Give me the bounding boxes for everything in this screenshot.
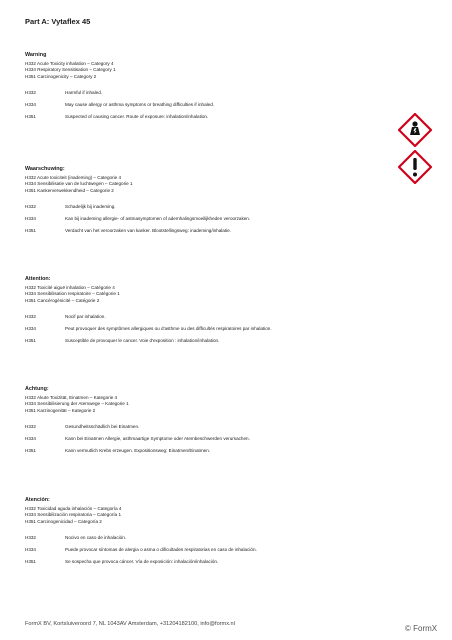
hazard-text: Verdacht van het veroorzaken van kanker. Blootstellingsweg: inademing/inhalatie.	[65, 228, 231, 234]
hazard-statement	[25, 448, 385, 453]
hazard-code: H332	[25, 535, 36, 541]
section-heading: Atención:	[25, 497, 50, 503]
hazard-statement	[25, 114, 385, 119]
health-hazard-icon	[398, 113, 432, 147]
section-en	[25, 52, 385, 126]
hazard-statement	[25, 535, 385, 540]
classification-line: H351 Karzinogenität – Kategorie 2	[25, 407, 96, 413]
classification-line: H334 Sensibilisation respiratoire – Catégorie 1	[25, 291, 120, 297]
hazard-statement	[25, 216, 385, 221]
classification-line: H334 Respiratory Sensitisation – Category 1	[25, 67, 116, 73]
classification-line: H332 Acute toxiciteit (inademing) – Categorie 4	[25, 175, 122, 180]
section-heading: Warning	[25, 52, 47, 58]
classification-line: H334 Sensibilisatie van de luchtwegen – Categorie 1	[25, 181, 133, 187]
hazard-text: Harmful if inhaled.	[65, 90, 103, 96]
hazard-code: H332	[25, 424, 36, 430]
hazard-text: Kan bij inademing allergie- of astmasymptomen of ademhalingsmoeilijkheden veroorzaken.	[65, 216, 251, 222]
hazard-statement	[25, 228, 385, 233]
hazard-code: H351	[25, 228, 36, 234]
hazard-statement	[25, 102, 385, 107]
classification-line: H332 Acute Toxicity inhalation – Category 4	[25, 61, 114, 66]
hazard-statement	[25, 204, 385, 209]
classification-line: H332 Toxicité aiguë inhalation – Catégorie 4	[25, 285, 115, 290]
classification-line: H334 Sensibilisierung der Atemwege – Kategorie 1	[25, 401, 129, 407]
classification-line: H351 Kankerverwekkendheid – Categorie 2	[25, 187, 114, 193]
classification-line: H351 Carcinogenicidad – Categoría 2	[25, 518, 102, 524]
hazard-code: H334	[25, 102, 36, 108]
section-heading: Waarschuwing:	[25, 166, 65, 172]
hazard-code: H351	[25, 448, 36, 454]
hazard-code: H351	[25, 559, 36, 565]
exclamation-mark-icon	[398, 150, 432, 184]
classification-line: H332 Akute Toxizität, Einatmen – Kategorie 4	[25, 395, 118, 400]
hazard-code: H334	[25, 436, 36, 442]
hazard-code: H334	[25, 547, 36, 553]
hazard-statement	[25, 326, 385, 331]
hazard-text: May cause allergy or asthma symptoms or breathing difficulties if inhaled.	[65, 102, 215, 108]
section-heading: Attention:	[25, 276, 51, 282]
hazard-statement	[25, 314, 385, 319]
hazard-text: Puede provocar síntomas de alergia o asma o dificultades respiratorias en caso de inhalación.	[65, 547, 257, 553]
hazard-text: Nocif par inhalation.	[65, 314, 106, 320]
hazard-code: H334	[25, 326, 36, 332]
hazard-statement	[25, 436, 385, 441]
hazard-code: H332	[25, 204, 36, 210]
hazard-statement	[25, 559, 385, 564]
classification-line: H351 Cancérogénicité – Catégorie 2	[25, 297, 100, 303]
hazard-code: H334	[25, 216, 36, 222]
hazard-code: H351	[25, 338, 36, 344]
hazard-text: Peut provoquer des symptômes allergiques ou d'asthme ou des difficultés respiratoires par inhalation.	[65, 326, 272, 332]
hazard-statement	[25, 424, 385, 429]
section-es	[25, 497, 385, 571]
hazard-statement	[25, 90, 385, 95]
section-nl	[25, 166, 385, 240]
hazard-text: Schadelijk bij inademing.	[65, 204, 116, 210]
hazard-text: Kann bei Einatmen Allergie, asthmaartige Symptome oder Atembeschwerden verursachen.	[65, 436, 250, 442]
hazard-text: Nocivo en caso de inhalación.	[65, 535, 127, 541]
classification-line: H334 Sensibilización respiratoria – Categoría 1	[25, 512, 122, 518]
hazard-statement	[25, 338, 385, 343]
hazard-statement	[25, 547, 385, 552]
hazard-code: H332	[25, 90, 36, 96]
section-de	[25, 386, 385, 460]
copyright: © FormX	[405, 624, 438, 633]
footer-address: FormX BV, Kortsluiveroord 7, NL 1043AV Amsterdam, +31204182100, info@formx.nl	[25, 621, 235, 627]
hazard-text: Se sospecha que provoca cáncer. Vía de exposición: inhalación/inhalación.	[65, 559, 219, 565]
hazard-code: H332	[25, 314, 36, 320]
hazard-code: H351	[25, 114, 36, 120]
section-heading: Achtung:	[25, 386, 49, 392]
section-fr	[25, 276, 385, 350]
page-title: Part A: Vytaflex 45	[25, 17, 91, 26]
hazard-text: Susceptible de provoquer le cancer. Voie d'exposition : inhalation/inhalation.	[65, 338, 220, 344]
classification-line: H332 Toxicidad aguda inhalación – Categoría 4	[25, 506, 122, 511]
hazard-text: Kann vermutlich Krebs erzeugen. Expositionsweg: Einatmen/Einatmen.	[65, 448, 211, 454]
hazard-text: Suspected of causing cancer. Route of exposure: inhalation/inhalation.	[65, 114, 209, 120]
classification-line: H351 Carcinogenicity – Category 2	[25, 73, 97, 79]
hazard-text: Gesundheitsschädlich bei Einatmen.	[65, 424, 140, 430]
